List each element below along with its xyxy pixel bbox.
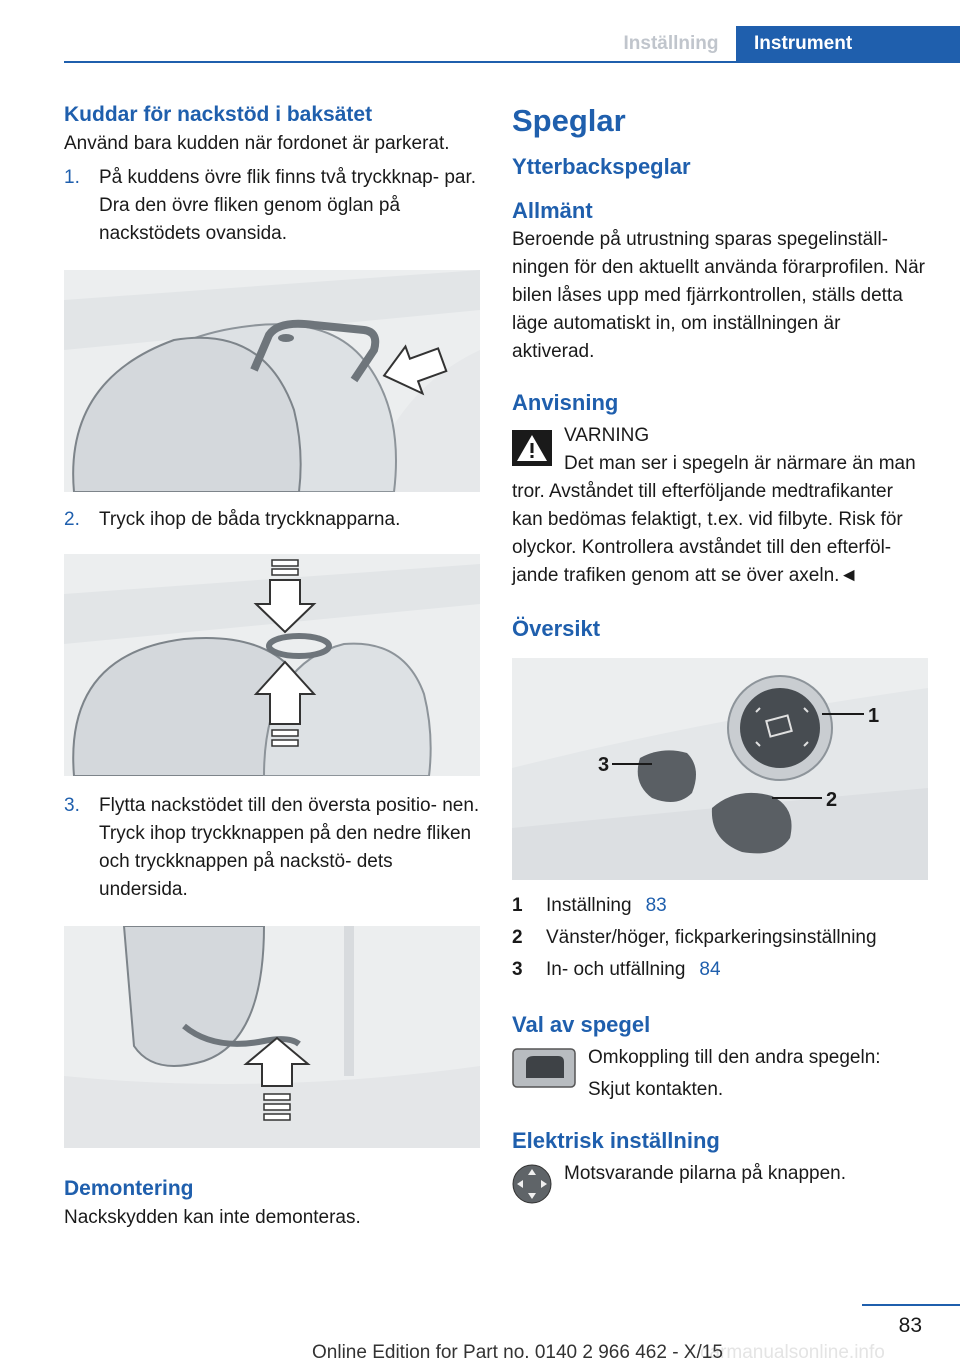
warning-text: Det man ser i spegeln är närmare än man tror. Avståndet till efterföljande medtrafikanter kan bedömas felaktigt, t.ex. vid filbyte. Risk för olyckor. Kontrollera avståndet till den efterföl‐ jande trafiken genom att se över axeln.◄ xyxy=(512,453,916,586)
warning-label: VARNING xyxy=(564,425,650,446)
electric-adjust-text: Motsvarande pilarna på knappen. xyxy=(564,1163,847,1184)
step-text: Flytta nackstödet till den översta positio‐ nen. Tryck ihop tryckknappen på den nedre fliken och tryckknappen på nackstö‐ dets undersida. xyxy=(99,795,480,900)
headrest-image-1 xyxy=(64,270,480,492)
step-number: 1. xyxy=(64,167,80,188)
step-text: Tryck ihop de båda tryckknapparna. xyxy=(99,509,401,530)
note-title: Anvisning xyxy=(512,390,619,415)
legend-text: Vänster/höger, fickparkeringsinställning xyxy=(546,927,877,948)
right-column xyxy=(512,100,928,1220)
footer-rule xyxy=(862,1304,960,1306)
legend-text: In- och utfällning xyxy=(546,959,686,980)
steps-list-3 xyxy=(64,792,480,904)
callout-3: 3 xyxy=(598,754,610,776)
removal-text: Nackskydden kan inte demonteras. xyxy=(64,1207,361,1228)
legend-number: 2 xyxy=(512,927,523,948)
overview-legend xyxy=(512,890,928,986)
page-reference-link[interactable]: 83 xyxy=(645,895,667,916)
mirror-select-line-1: Omkoppling till den andra spegeln: xyxy=(588,1047,881,1068)
section-tab[interactable]: Inställning xyxy=(623,33,719,54)
mirror-select-line-2: Skjut kontakten. xyxy=(588,1079,724,1100)
step-text: På kuddens övre flik finns två tryckknap‐ par. Dra den övre fliken genom öglan på nackstödets ovansida. xyxy=(99,167,477,244)
legend-row-3 xyxy=(512,954,928,986)
headrest-intro: Använd bara kudden när fordonet är parkerat. xyxy=(64,133,450,154)
legend-row-2 xyxy=(512,922,928,954)
mirror-switch-icon xyxy=(512,1048,576,1088)
mirror-controls-image xyxy=(512,658,928,880)
legend-row-1 xyxy=(512,890,928,922)
legend-number: 3 xyxy=(512,959,523,980)
mirror-select-block xyxy=(512,1044,928,1104)
edition-info: Online Edition for Part no. 0140 2 966 462 - X/15 xyxy=(312,1342,723,1363)
headrest-image-2 xyxy=(64,554,480,776)
exterior-mirrors-title: Ytterbackspeglar xyxy=(512,154,691,179)
steps-list-2 xyxy=(64,506,480,534)
page-footer xyxy=(0,1304,960,1362)
warning-triangle-icon xyxy=(512,430,552,466)
electric-adjust-block xyxy=(512,1160,928,1220)
chapter-tab[interactable]: Instrument xyxy=(736,26,960,62)
header-rule xyxy=(64,61,960,63)
callout-1: 1 xyxy=(868,705,880,727)
left-column xyxy=(64,100,480,1232)
warning-block xyxy=(512,422,928,450)
direction-pad-icon xyxy=(512,1164,552,1204)
removal-title: Demontering xyxy=(64,1177,194,1200)
mirrors-title: Speglar xyxy=(512,103,626,138)
legend-text: Inställning xyxy=(546,895,632,916)
electric-adjust-title: Elektrisk inställning xyxy=(512,1128,720,1153)
legend-number: 1 xyxy=(512,895,523,916)
step-number: 3. xyxy=(64,795,80,816)
step-number: 2. xyxy=(64,509,80,530)
step-1 xyxy=(64,164,480,248)
page-header xyxy=(0,0,960,62)
watermark: carmanualsonline.info xyxy=(700,1342,885,1363)
headrest-cushion-title: Kuddar för nackstöd i baksätet xyxy=(64,103,373,126)
callout-2: 2 xyxy=(826,789,838,811)
general-text: Beroende på utrustning sparas spegelinställ‐ ningen för den aktuellt använda förarprofilen. När bilen låses upp med fjärrkontrollen, ställs detta läge automatiskt in, om inställningen är aktiverad. xyxy=(512,229,925,362)
page-number: 83 xyxy=(898,1314,922,1337)
page-reference-link[interactable]: 84 xyxy=(699,959,721,980)
overview-title: Översikt xyxy=(512,616,601,641)
general-title: Allmänt xyxy=(512,198,593,223)
step-3 xyxy=(64,792,480,904)
steps-list xyxy=(64,164,480,248)
headrest-image-3 xyxy=(64,926,480,1148)
step-2 xyxy=(64,506,480,534)
mirror-select-title: Val av spegel xyxy=(512,1012,651,1037)
